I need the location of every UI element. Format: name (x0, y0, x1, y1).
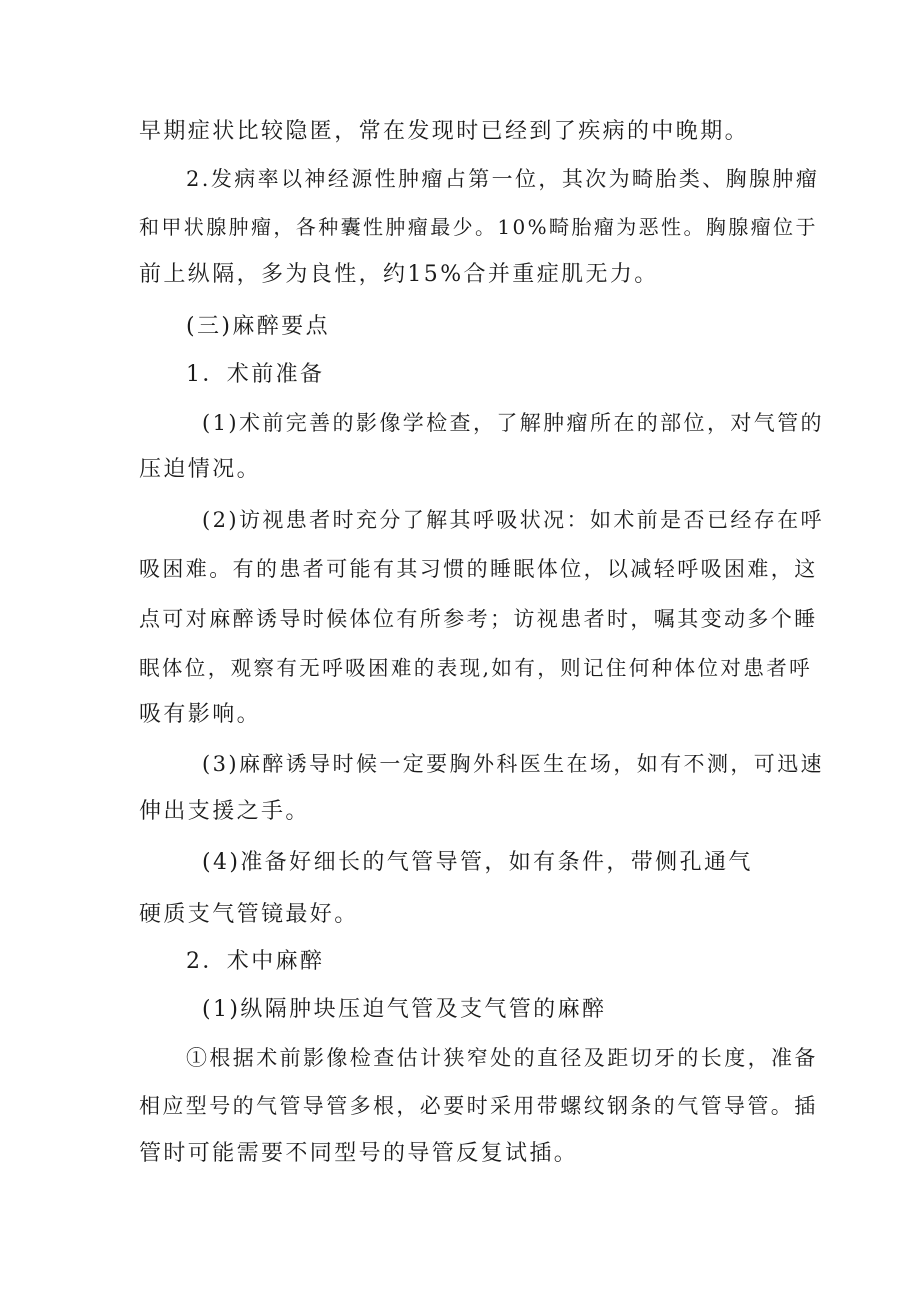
paragraph-line: 前上纵隔，多为良性，约15%合并重症肌无力。 (139, 262, 659, 287)
paragraph-line: 伸出支援之手。 (139, 799, 310, 824)
paragraph-line: 吸有影响。 (139, 702, 262, 727)
paragraph-line: 管时可能需要不同型号的导管反复试插。 (139, 1141, 579, 1166)
paragraph-line: (4)准备好细长的气管导管，如有条件，带侧孔通气 (202, 850, 753, 875)
paragraph-line: 和甲状腺肿瘤，各种囊性肿瘤最少。10%畸胎瘤为恶性。胸腺瘤位于 (139, 215, 818, 239)
paragraph-line: (1)术前完善的影像学检查，了解肿瘤所在的部位，对气管的 (202, 411, 824, 435)
paragraph-line: 硬质支气管镜最好。 (139, 902, 359, 927)
paragraph-line: 2.发病率以神经源性肿瘤占第一位，其次为畸胎类、胸腺肿瘤 (186, 167, 820, 191)
paragraph-line: 压迫情况。 (139, 457, 262, 482)
subsection-heading: 1．术前准备 (186, 362, 325, 387)
paragraph-line: 点可对麻醉诱导时候体位有所参考；访视患者时，嘱其变动多个睡 (139, 607, 818, 631)
paragraph-line: (2)访视患者时充分了解其呼吸状况：如术前是否已经存在呼 (202, 508, 824, 532)
section-heading: (三)麻醉要点 (186, 314, 330, 339)
paragraph-line: 相应型号的气管导管多根，必要时采用带螺纹钢条的气管导管。插 (139, 1094, 818, 1118)
paragraph-line: (1)纵隔肿块压迫气管及支气管的麻醉 (202, 997, 607, 1022)
paragraph-line: (3)麻醉诱导时候一定要胸外科医生在场，如有不测，可迅速 (202, 752, 824, 776)
subsection-heading: 2．术中麻醉 (186, 949, 325, 974)
paragraph-line: 吸困难。有的患者可能有其习惯的睡眠体位，以减轻呼吸困难，这 (139, 557, 818, 581)
paragraph-line: ①根据术前影像检查估计狭窄处的直径及距切牙的长度，准备 (186, 1046, 818, 1070)
paragraph-line: 早期症状比较隐匿，常在发现时已经到了疾病的中晚期。 (139, 119, 750, 144)
paragraph-line: 眠体位，观察有无呼吸困难的表现,如有，则记住何种体位对患者呼 (139, 656, 813, 680)
